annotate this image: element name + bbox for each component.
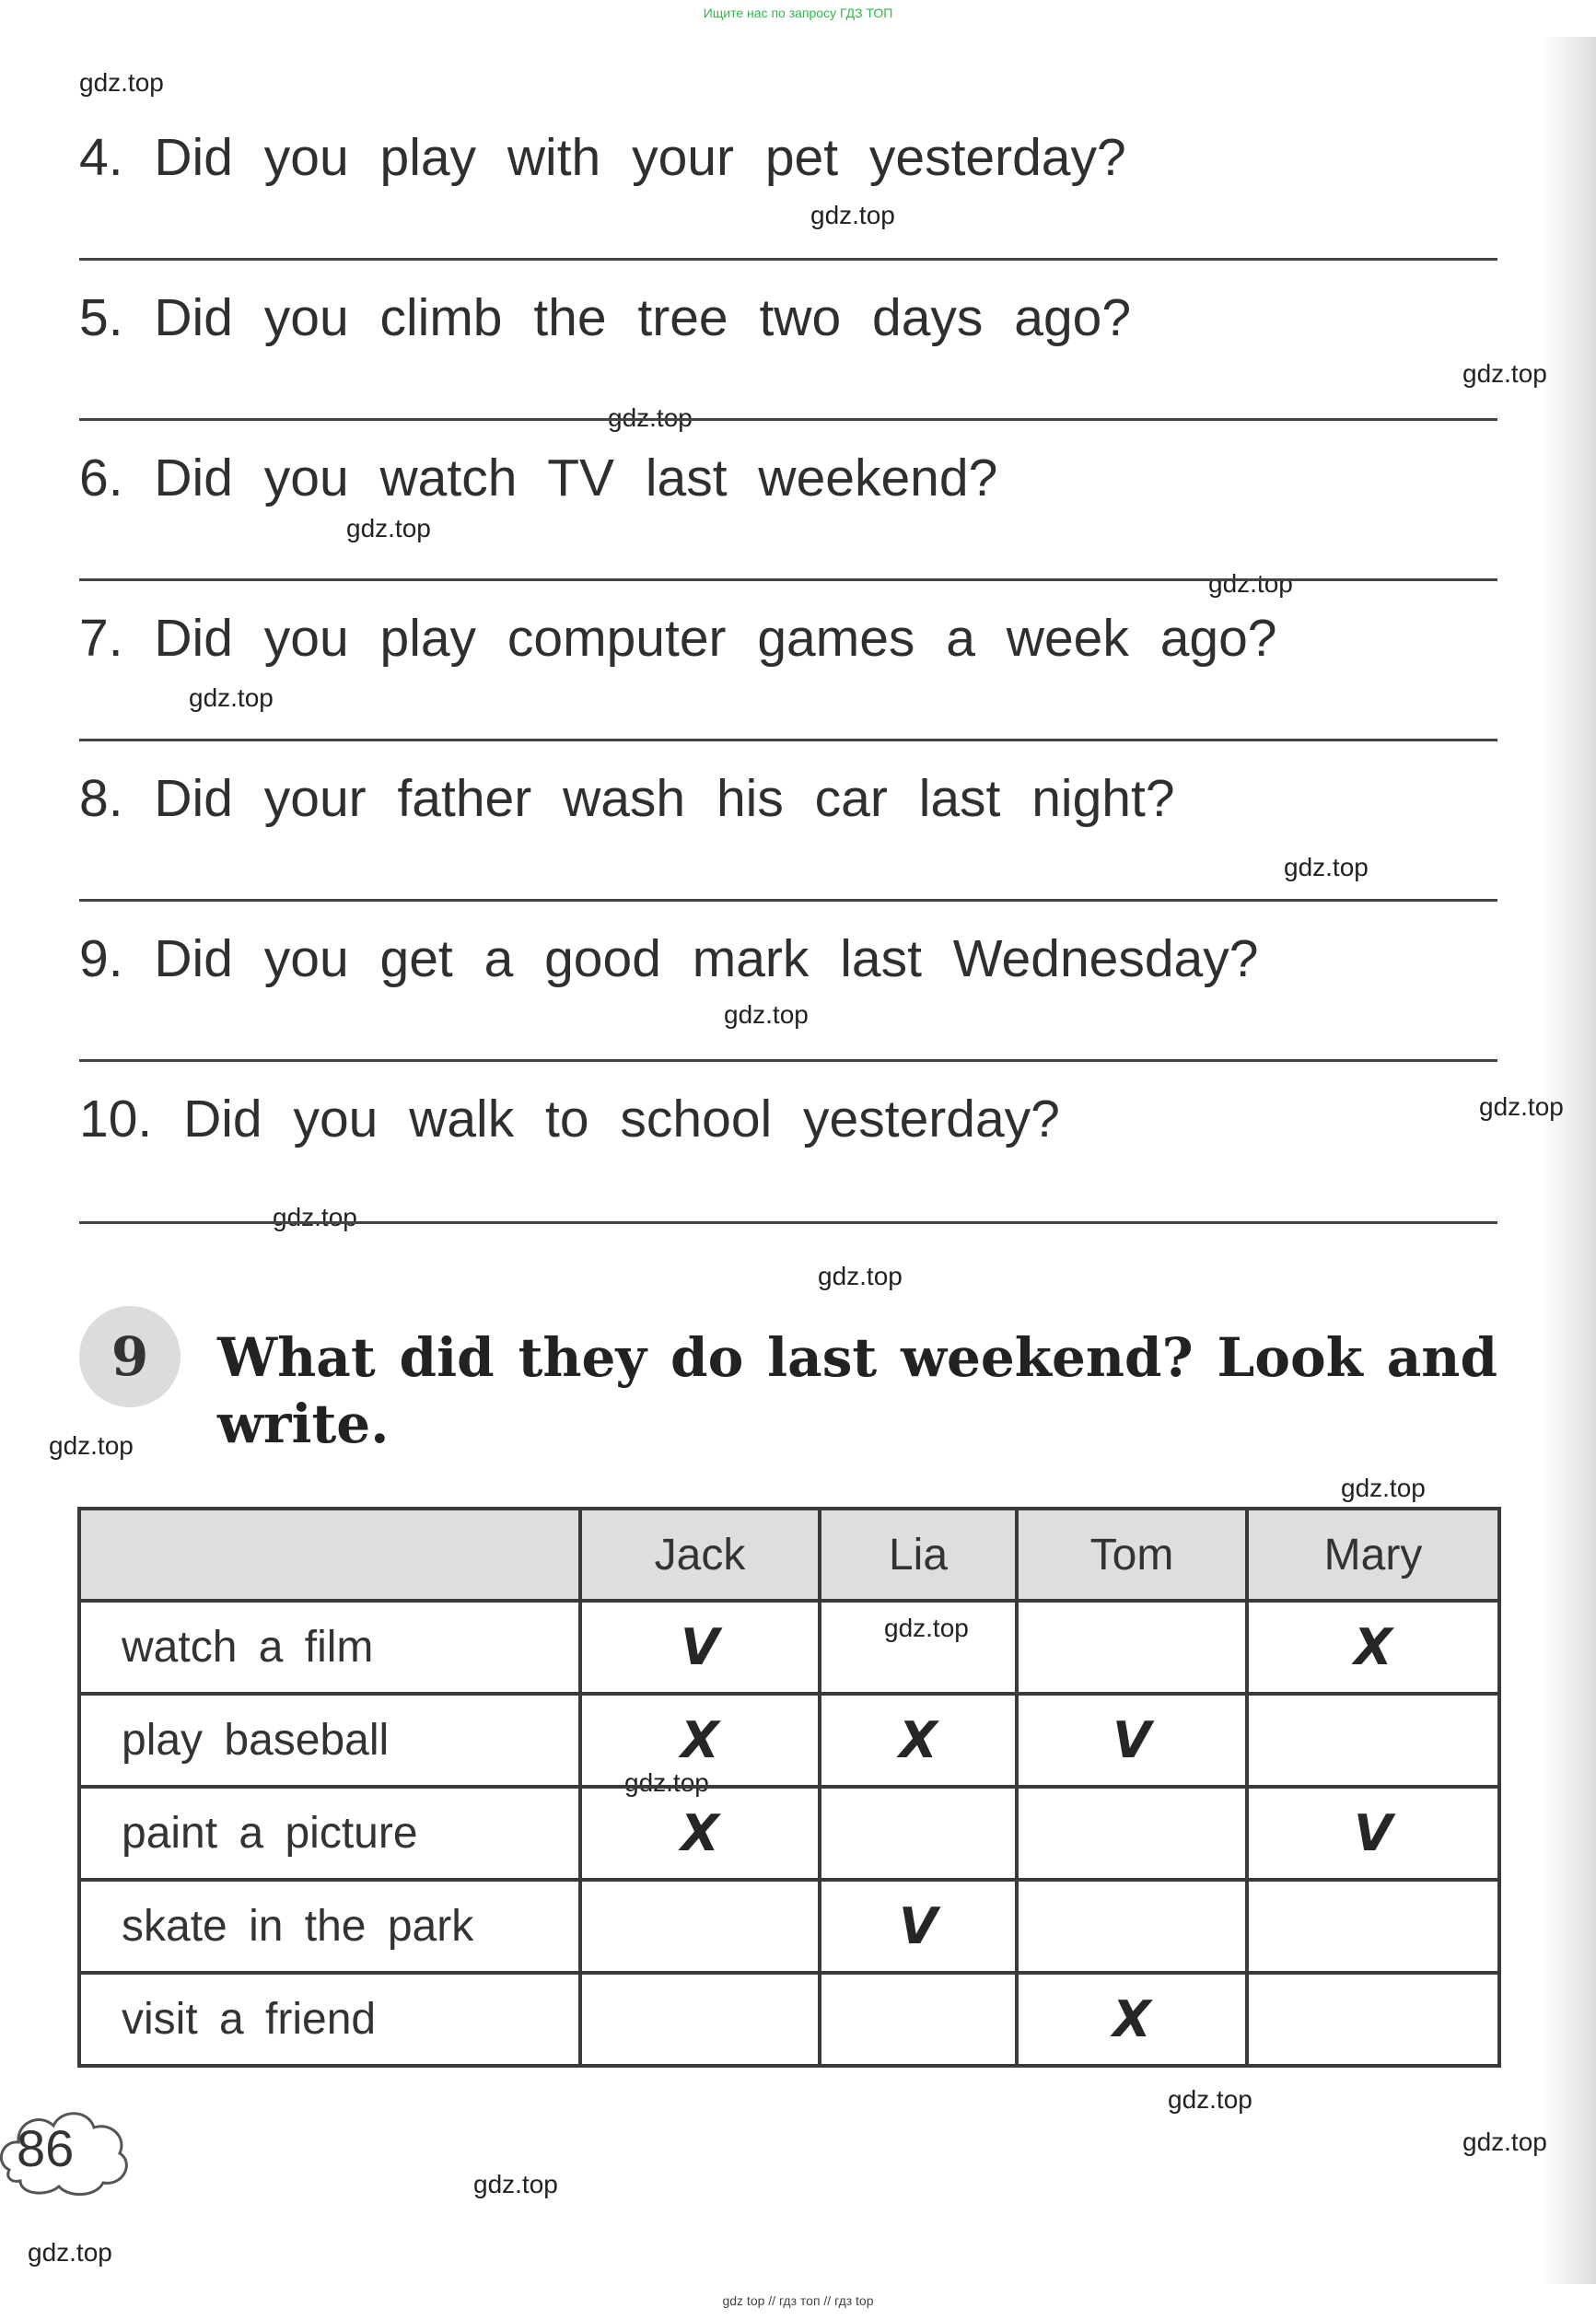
answer-line bbox=[79, 1221, 1497, 1224]
mark-cell bbox=[1017, 1787, 1247, 1880]
table-row bbox=[79, 1973, 1499, 2066]
mark-cell bbox=[1247, 1973, 1499, 2066]
watermark: gdz.top bbox=[346, 514, 431, 542]
question-4 bbox=[79, 127, 1126, 188]
mark-cell: X bbox=[580, 1787, 820, 1880]
table-header-cell: Tom bbox=[1017, 1509, 1247, 1601]
watermark: gdz.top bbox=[1168, 2085, 1252, 2114]
answer-line bbox=[79, 418, 1497, 421]
activity-cell: skate in the park bbox=[79, 1880, 580, 1973]
answer-line bbox=[79, 578, 1497, 581]
question-text: Did you watch TV last weekend? bbox=[154, 449, 998, 507]
question-text: Did you get a good mark last Wednesday? bbox=[154, 929, 1259, 988]
question-text: Did you play computer games a week ago? bbox=[154, 609, 1277, 668]
mark-cell: V bbox=[1247, 1787, 1499, 1880]
answer-line bbox=[79, 258, 1497, 261]
watermark: gdz.top bbox=[189, 683, 274, 712]
table-header-cell bbox=[79, 1509, 580, 1601]
mark-cell bbox=[820, 1787, 1017, 1880]
page-number-badge bbox=[0, 2098, 131, 2199]
mark-cell bbox=[1247, 1694, 1499, 1787]
table-header-cell: Mary bbox=[1247, 1509, 1499, 1601]
question-number: 8. bbox=[79, 769, 123, 828]
table-header-cell: Lia bbox=[820, 1509, 1017, 1601]
watermark: gdz.top bbox=[473, 2170, 558, 2198]
table-header-cell: Jack bbox=[580, 1509, 820, 1601]
watermark: gdz.top bbox=[818, 1262, 903, 1290]
exercise-title: What did they do last weekend? Look and write. bbox=[217, 1326, 1497, 1455]
activity-cell: watch a film bbox=[79, 1601, 580, 1694]
mark-cell bbox=[580, 1880, 820, 1973]
watermark: gdz.top bbox=[273, 1203, 357, 1231]
table-row bbox=[79, 1601, 1499, 1694]
mark-cell: X bbox=[580, 1694, 820, 1787]
activity-cell: paint a picture bbox=[79, 1787, 580, 1880]
answer-line bbox=[79, 1059, 1497, 1062]
watermark: gdz.top bbox=[624, 1768, 709, 1797]
watermark: gdz.top bbox=[1479, 1092, 1564, 1121]
watermark: gdz.top bbox=[1208, 569, 1293, 598]
watermark: gdz.top bbox=[1462, 2128, 1547, 2156]
watermark: gdz.top bbox=[1462, 359, 1547, 388]
mark-cell bbox=[580, 1973, 820, 2066]
question-number: 7. bbox=[79, 609, 123, 668]
mark-cell: V bbox=[1017, 1694, 1247, 1787]
watermark: gdz.top bbox=[884, 1614, 969, 1642]
watermark: gdz.top bbox=[810, 201, 895, 229]
mark-cell: X bbox=[820, 1694, 1017, 1787]
top-banner: Ищите нас по запросу ГДЗ ТОП bbox=[703, 6, 893, 20]
question-9 bbox=[79, 928, 1258, 989]
question-number: 6. bbox=[79, 449, 123, 507]
footer-banner: gdz top // гдз топ // гдз top bbox=[722, 2293, 874, 2308]
activity-cell: play baseball bbox=[79, 1694, 580, 1787]
mark-cell: X bbox=[1247, 1601, 1499, 1694]
watermark: gdz.top bbox=[28, 2238, 112, 2267]
table-row bbox=[79, 1787, 1499, 1880]
watermark: gdz.top bbox=[608, 403, 693, 432]
mark-cell bbox=[1247, 1880, 1499, 1973]
watermark: gdz.top bbox=[724, 1000, 809, 1029]
watermark: gdz.top bbox=[49, 1431, 134, 1460]
question-5 bbox=[79, 287, 1131, 348]
page-edge-shadow bbox=[1541, 37, 1596, 2284]
mark-cell bbox=[1017, 1880, 1247, 1973]
answer-line bbox=[79, 899, 1497, 902]
question-8 bbox=[79, 768, 1175, 829]
mark-cell: V bbox=[820, 1880, 1017, 1973]
table-header-row bbox=[79, 1509, 1499, 1601]
watermark: gdz.top bbox=[1284, 853, 1369, 881]
question-number: 9. bbox=[79, 929, 123, 988]
mark-cell bbox=[820, 1973, 1017, 2066]
question-text: Did your father wash his car last night? bbox=[154, 769, 1175, 828]
mark-cell: X bbox=[1017, 1973, 1247, 2066]
question-10 bbox=[79, 1089, 1060, 1149]
question-7 bbox=[79, 608, 1277, 669]
question-text: Did you play with your pet yesterday? bbox=[154, 128, 1126, 187]
page-number: 86 bbox=[17, 2119, 75, 2177]
question-number: 5. bbox=[79, 288, 123, 347]
question-number: 10. bbox=[79, 1090, 153, 1148]
question-number: 4. bbox=[79, 128, 123, 187]
mark-cell bbox=[820, 1601, 1017, 1694]
mark-cell: V bbox=[580, 1601, 820, 1694]
watermark: gdz.top bbox=[1341, 1474, 1426, 1502]
activities-table bbox=[77, 1507, 1501, 2068]
answer-line bbox=[79, 739, 1497, 741]
question-6 bbox=[79, 448, 997, 508]
table-row bbox=[79, 1880, 1499, 1973]
mark-cell bbox=[1017, 1601, 1247, 1694]
table-row bbox=[79, 1694, 1499, 1787]
question-text: Did you climb the tree two days ago? bbox=[154, 288, 1132, 347]
watermark: gdz.top bbox=[79, 68, 164, 97]
exercise-number-badge: 9 bbox=[79, 1306, 181, 1407]
question-text: Did you walk to school yesterday? bbox=[183, 1090, 1060, 1148]
activity-cell: visit a friend bbox=[79, 1973, 580, 2066]
